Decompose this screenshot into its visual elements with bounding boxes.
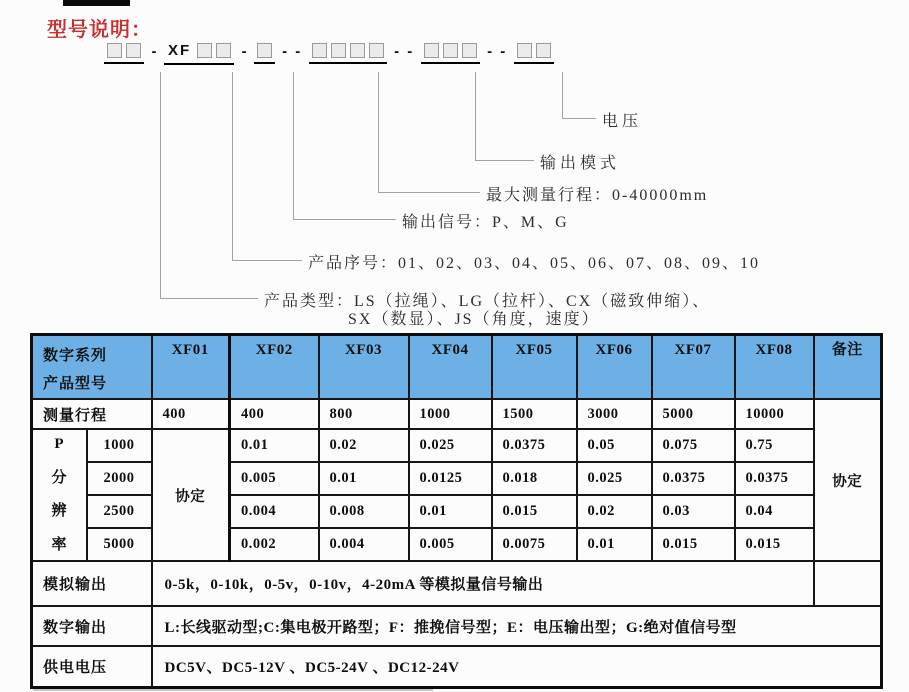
resolution-value: 0.008 xyxy=(319,495,409,528)
callout-line-vertical-product-type xyxy=(160,72,161,298)
model-separator: - - xyxy=(487,42,508,60)
callout-line-vertical-output-signal xyxy=(293,72,294,219)
callout-line-vertical-max-stroke xyxy=(378,72,379,192)
resolution-group-char: 率 xyxy=(51,536,67,553)
spec-table xyxy=(30,333,883,689)
stroke-value: 1500 xyxy=(492,399,577,429)
bottom-row-text: L:长线驱动型;C:集电极开路型；F：推挽信号型；E：电压输出型；G:绝对值信号型 xyxy=(152,606,882,646)
bottom-row-text: DC5V、DC5-12V 、DC5-24V 、DC12-24V xyxy=(152,646,882,687)
resolution-value: 0.004 xyxy=(230,495,319,528)
resolution-group-label xyxy=(32,429,87,561)
resolution-value: 0.02 xyxy=(319,429,409,462)
model-format-group xyxy=(421,43,480,64)
resolution-value: 0.01 xyxy=(230,429,319,462)
resolution-value: 0.025 xyxy=(577,462,652,495)
model-separator: - xyxy=(241,42,247,60)
table-row-analog-output xyxy=(32,561,882,606)
model-digit-box xyxy=(331,43,346,58)
model-digit-box xyxy=(257,43,272,58)
model-separator: - - xyxy=(282,42,303,60)
stroke-value: 1000 xyxy=(409,399,492,429)
bottom-row-label: 供电电压 xyxy=(32,646,152,687)
model-digit-box xyxy=(536,43,551,58)
resolution-value: 0.0375 xyxy=(492,429,577,462)
callout-line-horizontal-product-serial xyxy=(232,260,302,261)
model-digit-box xyxy=(107,43,122,58)
col-header-remark: 备注 xyxy=(814,335,882,400)
resolution-value: 0.018 xyxy=(492,462,577,495)
bottom-row-text: 0-5k，0-10k，0-5v，0-10v，4-20mA 等模拟量信号输出 xyxy=(152,561,814,606)
model-digit-box xyxy=(197,43,212,58)
callout-line-vertical-voltage xyxy=(562,72,563,118)
resolution-value: 0.0075 xyxy=(492,528,577,561)
callout-line-horizontal-output-mode xyxy=(475,160,534,161)
page-title: 型号说明： xyxy=(47,19,152,41)
header-series-label-line: 产品型号 xyxy=(43,376,108,392)
model-separator: - - xyxy=(394,42,415,60)
model-separator: - xyxy=(151,42,157,60)
resolution-value: 0.015 xyxy=(735,528,814,561)
model-format-group xyxy=(104,43,144,64)
resolution-value: 0.005 xyxy=(230,462,319,495)
col-header-series xyxy=(32,335,152,400)
stroke-value: 3000 xyxy=(577,399,652,429)
callout-label-voltage: 电压 xyxy=(602,113,643,130)
resolution-value: 0.075 xyxy=(652,429,735,462)
resolution-value: 0.01 xyxy=(409,495,492,528)
resolution-sub-value: 1000 xyxy=(87,429,152,462)
table-row-resolution xyxy=(32,429,882,462)
callout-line-horizontal-voltage xyxy=(562,118,596,119)
bottom-row-label: 数字输出 xyxy=(32,606,152,646)
bottom-row-remark-empty xyxy=(814,561,882,606)
resolution-group-char: 辨 xyxy=(51,503,67,520)
callout-label-max-stroke: 最大测量行程：0-40000mm xyxy=(486,187,709,204)
model-digit-box xyxy=(369,43,384,58)
col-header-xf01: XF01 xyxy=(152,335,230,400)
stroke-value: 10000 xyxy=(735,399,814,429)
stroke-value: 5000 xyxy=(652,399,735,429)
resolution-value: 0.01 xyxy=(577,528,652,561)
resolution-value: 0.01 xyxy=(319,462,409,495)
col-header-xf07: XF07 xyxy=(652,335,735,400)
header-series-label-line: 数字系列 xyxy=(43,348,108,364)
resolution-group-char: P xyxy=(54,436,65,453)
model-format-group xyxy=(514,43,554,64)
resolution-sub-value: 2000 xyxy=(87,462,152,495)
resolution-value: 0.015 xyxy=(492,495,577,528)
model-digit-box xyxy=(517,43,532,58)
model-digit-box xyxy=(126,43,141,58)
model-digit-box xyxy=(424,43,439,58)
resolution-value: 0.75 xyxy=(735,429,814,462)
stroke-value: 400 xyxy=(230,399,319,429)
stroke-value: 800 xyxy=(319,399,409,429)
col-header-xf02: XF02 xyxy=(230,335,319,400)
resolution-value: 0.005 xyxy=(409,528,492,561)
table-header-row xyxy=(32,335,882,400)
model-format-group xyxy=(164,42,234,65)
resolution-value: 0.004 xyxy=(319,528,409,561)
col-header-xf06: XF06 xyxy=(577,335,652,400)
table-row-stroke xyxy=(32,399,882,429)
model-digit-box xyxy=(350,43,365,58)
resolution-value: 0.002 xyxy=(230,528,319,561)
table-row-supply-voltage xyxy=(32,646,882,687)
resolution-value: 0.0375 xyxy=(652,462,735,495)
table-row-digital-output xyxy=(32,606,882,646)
resolution-value: 0.015 xyxy=(652,528,735,561)
model-digit-box xyxy=(443,43,458,58)
callout-line-vertical-output-mode xyxy=(475,72,476,160)
col-header-xf04: XF04 xyxy=(409,335,492,400)
resolution-value: 0.02 xyxy=(577,495,652,528)
callout-line-horizontal-max-stroke xyxy=(378,192,480,193)
screen-edge-artifact-top xyxy=(63,0,130,6)
resolution-group-char: 分 xyxy=(51,469,67,486)
model-digit-box xyxy=(462,43,477,58)
model-digit-box xyxy=(312,43,327,58)
model-format-group xyxy=(309,43,387,64)
bottom-row-label: 模拟输出 xyxy=(32,561,152,606)
model-prefix-xf: XF xyxy=(168,41,192,59)
resolution-value: 0.0125 xyxy=(409,462,492,495)
resolution-sub-value: 2500 xyxy=(87,495,152,528)
callout-label-product-type-line2: SX（数显）、JS（角度，速度） xyxy=(348,311,600,328)
spec-table-wrap xyxy=(30,333,883,689)
callout-line-vertical-product-serial xyxy=(232,72,233,260)
callout-label-product-type: 产品类型：LS（拉绳）、LG（拉杆）、CX（磁致伸缩）、 xyxy=(264,293,711,310)
resolution-value: 0.0375 xyxy=(735,462,814,495)
resolution-value: 0.04 xyxy=(735,495,814,528)
resolution-value: 0.03 xyxy=(652,495,735,528)
col-header-xf03: XF03 xyxy=(319,335,409,400)
resolution-value: 0.05 xyxy=(577,429,652,462)
callout-label-output-signal: 输出信号：P、M、G xyxy=(402,214,569,231)
stroke-value: 400 xyxy=(152,399,230,429)
stroke-label: 测量行程 xyxy=(32,399,152,429)
resolution-value: 0.025 xyxy=(409,429,492,462)
model-format-line xyxy=(104,40,554,66)
remark-merged-cell: 协定 xyxy=(814,399,882,561)
model-format-group xyxy=(254,43,275,64)
col-header-xf05: XF05 xyxy=(492,335,577,400)
resolution-xf01-merged: 协定 xyxy=(152,429,230,561)
callout-line-horizontal-output-signal xyxy=(293,219,396,220)
callout-line-horizontal-product-type xyxy=(160,298,258,299)
col-header-xf08: XF08 xyxy=(735,335,814,400)
callout-label-product-serial: 产品序号：01、02、03、04、05、06、07、08、09、10 xyxy=(308,255,761,272)
callout-label-output-mode: 输出模式 xyxy=(540,155,621,172)
resolution-sub-value: 5000 xyxy=(87,528,152,561)
model-digit-box xyxy=(216,43,231,58)
